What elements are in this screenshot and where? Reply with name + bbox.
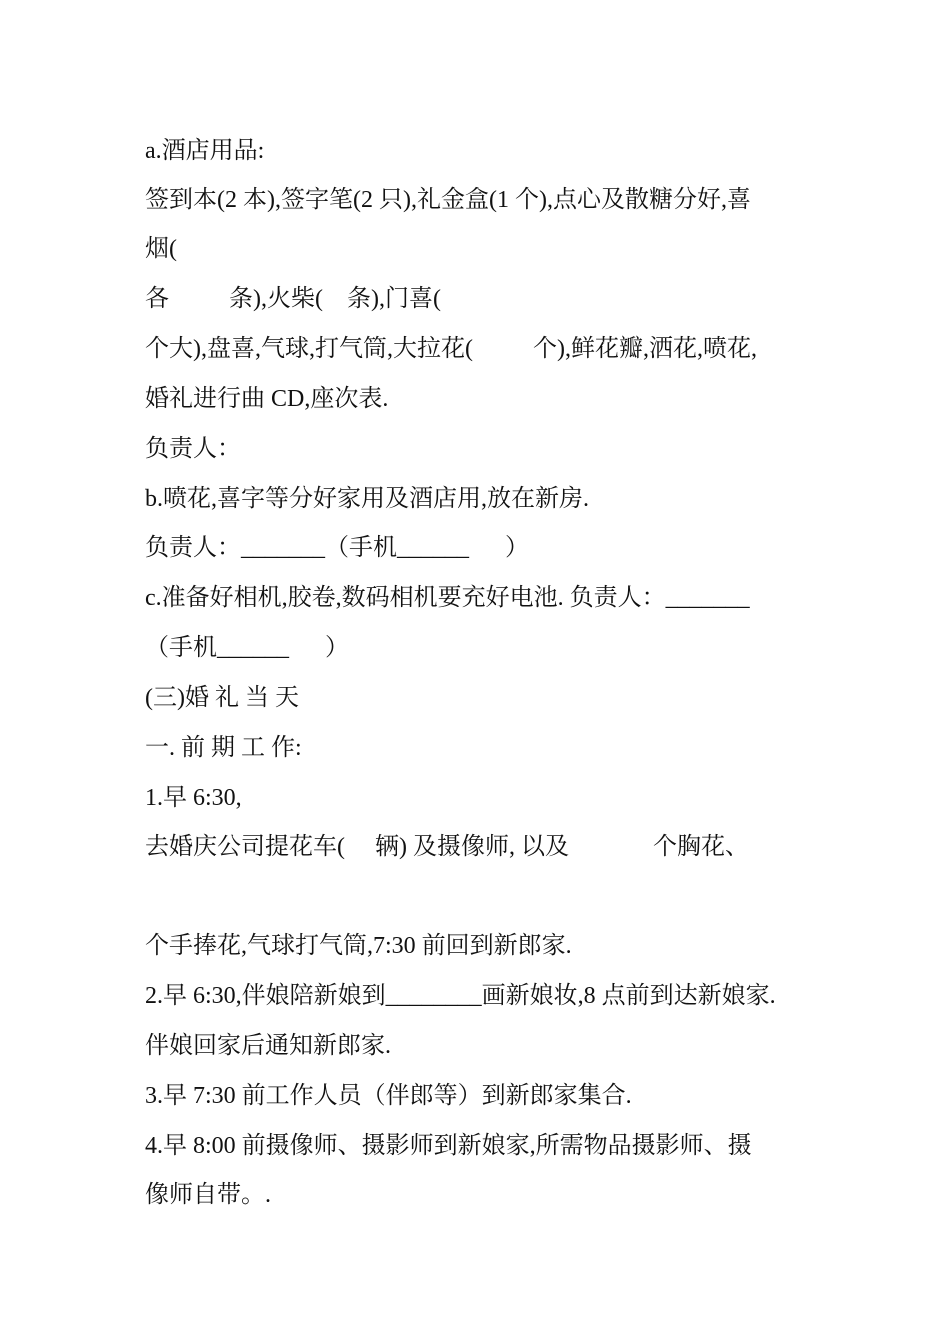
text-line: 个手捧花,气球打气筒,7:30 前回到新郎家. [145, 933, 572, 959]
subsection-heading: 一. 前 期 工 作: [145, 735, 302, 761]
section-heading: (三)婚 礼 当 天 [145, 685, 299, 711]
text-line: 1.早 6:30, [145, 785, 242, 811]
text-line: 负责人： [145, 436, 241, 462]
text-line: 负责人：_______（手机______ ） [145, 535, 529, 561]
text-line: 4.早 8:00 前摄像师、摄影师到新娘家,所需物品摄影师、摄 [145, 1133, 752, 1159]
text-line: 3.早 7:30 前工作人员（伴郎等）到新郎家集合. [145, 1083, 632, 1109]
text-line: 像师自带。. [145, 1182, 271, 1208]
text-line: 各 条),火柴( 条),门喜( [145, 286, 441, 312]
text-line: 2.早 6:30,伴娘陪新娘到________画新娘妆,8 点前到达新娘家. [145, 983, 776, 1009]
text-line: （手机______ ） [145, 635, 349, 661]
text-line: 婚礼进行曲 CD,座次表. [145, 386, 389, 412]
text-line: 去婚庆公司提花车( 辆) 及摄像师, 以及 个胸花、 [145, 834, 749, 860]
text-line: 烟( [145, 236, 177, 262]
text-line: 个大),盘喜,气球,打气筒,大拉花( 个),鲜花瓣,洒花,喷花, [145, 336, 757, 362]
text-line: b.喷花,喜字等分好家用及酒店用,放在新房. [145, 486, 589, 512]
text-line: a.酒店用品: [145, 138, 265, 164]
text-line: 伴娘回家后通知新郎家. [145, 1033, 391, 1059]
text-line: 签到本(2 本),签字笔(2 只),礼金盒(1 个),点心及散糖分好,喜 [145, 187, 751, 213]
text-line: c.准备好相机,胶卷,数码相机要充好电池. 负责人：_______ [145, 585, 750, 611]
